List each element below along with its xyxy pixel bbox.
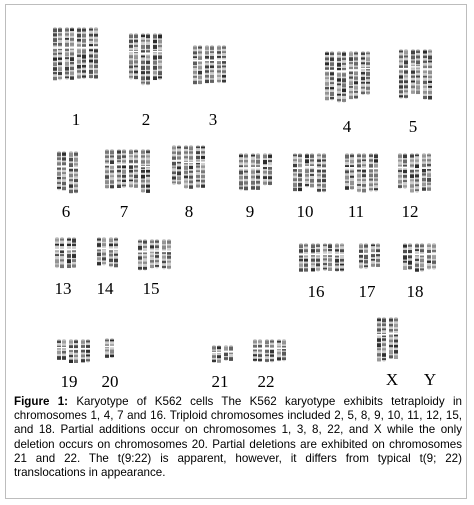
chromosome-1-image [52,27,100,91]
chromosome-8-copy [172,145,177,185]
chromosome-11-copy [374,153,379,192]
chromosome-1-copy [53,27,58,80]
chromosome-12-group [397,153,433,195]
chromosome-18-copy [415,243,420,272]
chromosome-label-17: 17 [358,282,376,301]
chromosome-17-group [358,243,382,273]
chromosome-17-copy [359,243,364,269]
chromosome-18-copy [403,243,408,270]
chromosome-7-copy [122,149,127,188]
chromosome-6-image [56,151,80,197]
chromosome-3-copy [193,45,198,84]
chromosome-12-copy [403,153,408,189]
chromosome-3-copy [205,45,210,83]
chromosome-6-group [56,151,80,197]
chromosome-4-copy [354,51,359,99]
chromosome-15-copy [155,239,160,268]
chromosome-4-copy [366,51,371,95]
chromosome-9-copy [256,153,261,190]
chromosome-12-copy [427,153,432,191]
chromosome-label-3: 3 [208,110,218,129]
chromosome-2-copy [158,33,163,80]
chromosome-11-copy [345,153,350,190]
chromosome-5-copy [428,49,433,100]
chromosome-3-group [192,45,228,87]
chromosome-10-image [292,153,328,195]
chromosome-label-x: X [385,370,399,389]
chromosome-12-copy [422,153,427,191]
chromosome-9-group [238,153,274,193]
chromosome-11-image [344,153,380,195]
chromosome-5-copy [399,49,404,99]
chromosome-2-group [128,33,164,91]
figure-caption-text: Karyotype of K562 cells The K562 karyotype exhibits tetraploidy in chromosomes 1, 4, 7 and 16. Triploid chromosomes included 2, 5, 8, 9, 10, 11, 12, 15, and 18. Partial additions occur on chromosomes 1, 3, 8, 22, and X while the only deletion occurs on chromosomes 20. Partial deletions are exhibited on chromosomes 21 and 22. The t(9:22) is apparent, however, it differs from typical t(9; 22) translocations in appearance. [14,395,462,480]
chromosome-17-copy [371,243,376,267]
chromosome-13-group [54,237,78,275]
chromosome-15-copy [150,239,155,268]
figure-frame [5,4,467,499]
chromosome-11-copy [350,153,355,190]
chromosome-1-copy [94,27,99,79]
chromosome-9-copy [251,153,256,190]
chromosome-4-copy [325,51,330,100]
chromosome-label-20: 20 [101,372,119,391]
chromosome-3-copy [198,45,203,84]
chromosome-label-y: Y [423,370,437,389]
chromosome-8-image [171,145,207,195]
chromosome-19-copy [74,339,79,363]
chromosome-14-copy [102,237,107,265]
chromosome-8-copy [189,145,194,189]
chromosome-8-group [171,145,207,195]
chromosome-10-group [292,153,328,195]
chromosome-19-copy [69,339,74,363]
figure-caption [14,395,462,480]
chromosome-14-image [96,237,120,273]
chromosome-12-copy [415,153,420,193]
chromosome-x-image [376,317,400,367]
chromosome-22-copy [277,339,282,361]
chromosome-22-copy [258,339,263,362]
chromosome-2-copy [134,33,139,79]
chromosome-7-copy [117,149,122,188]
chromosome-4-group [324,51,372,105]
chromosome-15-group [137,239,173,273]
chromosome-label-6: 6 [61,202,71,221]
chromosome-10-copy [305,153,310,187]
chromosome-6-copy [57,151,62,190]
chromosome-9-copy [244,153,249,190]
chromosome-1-copy [58,27,63,80]
chromosome-4-copy [342,51,347,103]
chromosome-21-image [211,345,235,365]
chromosome-17-image [358,243,382,273]
chromosome-13-copy [55,237,60,268]
chromosome-13-image [54,237,78,275]
chromosome-8-copy [196,145,201,188]
chromosome-1-copy [77,27,82,79]
chromosome-2-copy [146,33,151,85]
chromosome-16-copy [340,243,345,272]
chromosome-9-copy [263,153,268,185]
chromosome-22-copy [270,339,275,362]
chromosome-label-4: 4 [342,117,352,136]
chromosome-label-19: 19 [60,372,78,391]
chromosome-11-copy [362,153,367,192]
chromosome-9-copy [268,153,273,185]
chromosome-18-copy [427,243,432,270]
chromosome-5-image [398,49,434,105]
chromosome-13-copy [72,237,77,268]
chromosome-4-copy [349,51,354,99]
chromosome-1-copy [89,27,94,79]
chromosome-label-18: 18 [406,282,424,301]
chromosome-3-image [192,45,228,87]
chromosome-20-group [104,338,116,364]
chromosome-16-copy [335,243,340,272]
chromosome-14-copy [114,237,119,267]
chromosome-7-copy [129,149,134,188]
chromosome-22-copy [265,339,270,362]
chromosome-21-copy [229,345,234,361]
chromosome-label-11: 11 [347,202,365,221]
chromosome-5-copy [411,49,416,94]
chromosome-8-copy [201,145,206,188]
chromosome-x-copy [389,317,394,359]
chromosome-10-copy [310,153,315,187]
chromosome-label-7: 7 [119,202,129,221]
chromosome-10-copy [322,153,327,192]
chromosome-18-copy [408,243,413,270]
chromosome-label-1: 1 [71,110,81,129]
chromosome-4-copy [361,51,366,95]
chromosome-11-copy [357,153,362,192]
chromosome-15-copy [162,239,167,269]
chromosome-2-image [128,33,164,91]
chromosome-7-copy [134,149,139,188]
chromosome-11-copy [369,153,374,192]
chromosome-x-copy [377,317,382,362]
figure-label: Figure 1: [14,395,69,408]
chromosome-22-group [252,339,288,365]
chromosome-21-group [211,345,235,365]
chromosome-4-image [324,51,372,105]
chromosome-x-group [376,317,400,367]
chromosome-x-copy [394,317,399,359]
chromosome-18-copy [420,243,425,272]
chromosome-15-copy [138,239,143,271]
chromosome-2-copy [129,33,134,79]
chromosome-5-copy [423,49,428,100]
chromosome-label-2: 2 [141,110,151,129]
chromosome-1-copy [70,27,75,80]
chromosome-19-copy [62,339,67,360]
chromosome-label-9: 9 [245,202,255,221]
chromosome-7-copy [141,149,146,193]
chromosome-7-copy [146,149,151,193]
chromosome-5-copy [416,49,421,94]
chromosome-10-copy [293,153,298,191]
chromosome-11-group [344,153,380,195]
chromosome-label-13: 13 [54,279,72,298]
chromosome-19-copy [81,339,86,362]
chromosome-21-copy [224,345,229,361]
chromosome-21-copy [217,345,222,363]
chromosome-12-image [397,153,433,195]
chromosome-label-8: 8 [184,202,194,221]
chromosome-label-14: 14 [96,279,114,298]
chromosome-21-copy [212,345,217,363]
chromosome-20-image [104,338,116,364]
chromosome-5-copy [404,49,409,99]
chromosome-7-group [104,149,152,197]
chromosome-6-copy [62,151,67,190]
chromosome-2-copy [141,33,146,85]
chromosome-7-copy [110,149,115,189]
chromosome-8-copy [177,145,182,185]
chromosome-6-copy [74,151,79,193]
chromosome-18-image [402,243,438,275]
chromosome-4-copy [337,51,342,103]
chromosome-20-copy [110,338,115,358]
chromosome-10-copy [298,153,303,191]
chromosome-2-copy [153,33,158,80]
chromosome-label-5: 5 [408,117,418,136]
chromosome-15-copy [143,239,148,271]
chromosome-label-21: 21 [211,372,229,391]
chromosome-label-16: 16 [307,282,325,301]
chromosome-19-image [56,339,92,365]
chromosome-12-copy [398,153,403,189]
chromosome-20-copy [105,338,110,358]
chromosome-x-copy [382,317,387,362]
chromosome-1-copy [65,27,70,80]
chromosome-16-copy [304,243,309,272]
chromosome-16-copy [323,243,328,271]
chromosome-13-copy [60,237,65,268]
chromosome-19-group [56,339,92,365]
chromosome-18-copy [432,243,437,270]
chromosome-15-copy [167,239,172,269]
chromosome-16-copy [316,243,321,271]
chromosome-19-copy [57,339,62,360]
chromosome-4-copy [330,51,335,100]
chromosome-8-copy [184,145,189,189]
chromosome-label-10: 10 [296,202,314,221]
chromosome-7-image [104,149,152,197]
chromosome-13-copy [67,237,72,268]
chromosome-16-copy [328,243,333,271]
chromosome-label-22: 22 [257,372,275,391]
chromosome-7-copy [105,149,110,189]
chromosome-12-copy [410,153,415,193]
chromosome-16-image [298,243,346,275]
chromosome-6-copy [69,151,74,193]
chromosome-label-12: 12 [401,202,419,221]
chromosome-17-copy [376,243,381,267]
chromosome-1-copy [82,27,87,79]
chromosome-16-copy [311,243,316,271]
chromosome-22-copy [253,339,258,362]
chromosome-3-copy [210,45,215,83]
chromosome-9-image [238,153,274,193]
chromosome-15-image [137,239,173,273]
chromosome-14-copy [109,237,114,267]
chromosome-3-copy [222,45,227,83]
chromosome-5-group [398,49,434,105]
chromosome-10-copy [317,153,322,192]
chromosome-22-image [252,339,288,365]
chromosome-1-group [52,27,100,91]
chromosome-label-15: 15 [142,279,160,298]
chromosome-19-copy [86,339,91,362]
chromosome-9-copy [239,153,244,190]
chromosome-16-group [298,243,346,275]
chromosome-17-copy [364,243,369,269]
chromosome-16-copy [299,243,304,272]
chromosome-3-copy [217,45,222,83]
chromosome-14-copy [97,237,102,265]
chromosome-14-group [96,237,120,273]
chromosome-22-copy [282,339,287,361]
chromosome-18-group [402,243,438,275]
